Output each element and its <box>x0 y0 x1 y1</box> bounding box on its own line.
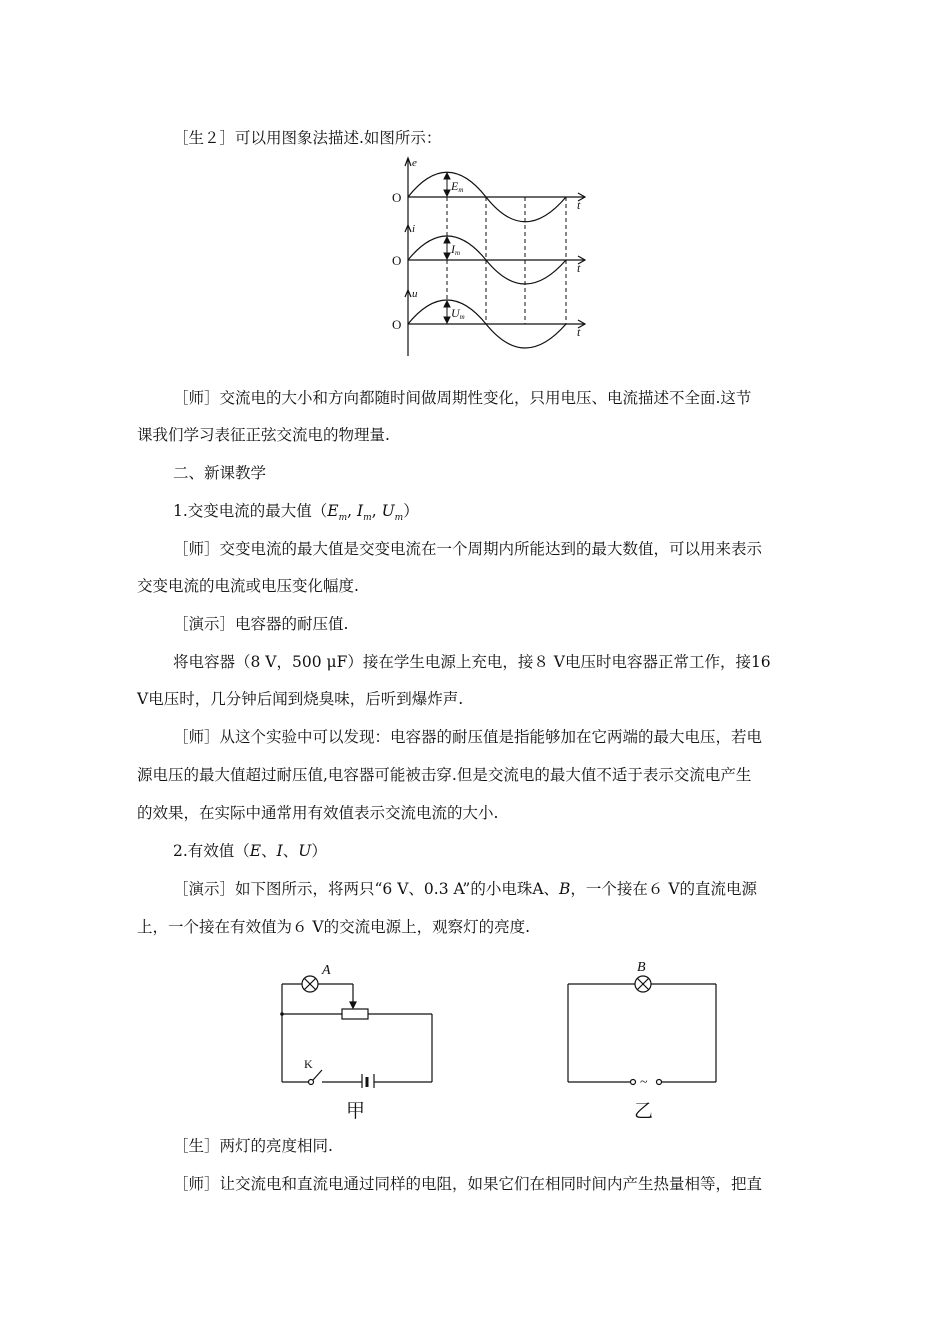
caption-right: 乙 <box>634 1100 654 1122</box>
switch-k-label: K <box>304 1057 313 1071</box>
rheostat-slider-icon <box>350 1002 356 1008</box>
t-label-u: t <box>577 325 581 339</box>
lamp-a-label: A <box>322 963 331 978</box>
ac-terminal-right <box>657 1080 662 1085</box>
subsection-max-value: 1.交变电流的最大值（$E_m$, $I_m$, $U_m$） <box>173 502 419 524</box>
text-line-3: 课我们学习表征正弦交流电的物理量. <box>137 426 390 444</box>
t-label-i: t <box>577 261 581 275</box>
text-line-2: ［师］交流电的大小和方向都随时间做周期性变化，只用电压、电流描述不全面.这节 <box>173 389 752 407</box>
text-line-6: ［师］交变电流的最大值是交变电流在一个周期内所能达到的最大数值，可以用来表示 <box>173 540 763 558</box>
amp-label-u: Um <box>451 306 465 321</box>
amp-label-e: Em <box>451 179 464 194</box>
text-line-9: 将电容器（8 V，500 μF）接在学生电源上充电，接８ V电压时电容器正常工作，接16 <box>173 653 771 671</box>
ac-terminal-left <box>631 1080 636 1085</box>
circuit-diagram-dc <box>270 958 450 1088</box>
origin-label-e: O <box>392 190 402 205</box>
text-line-15: ［演示］如下图所示，将两只“6 V、0.3 A”的小电珠A、B，一个接在６ V的直流电源 <box>173 880 758 898</box>
text-line-1: ［生２］可以用图象法描述.如图所示： <box>173 129 442 147</box>
amp-label-i: Im <box>451 242 461 257</box>
section-heading: 二、新课教学 <box>173 464 267 482</box>
circuit-diagram-ac <box>560 958 730 1088</box>
junction-dot <box>280 1012 284 1016</box>
text-line-16: 上，一个接在有效值为６ V的交流电源上，观察灯的亮度. <box>137 918 531 936</box>
rheostat-icon <box>342 1009 368 1019</box>
switch-k-icon <box>309 1080 314 1085</box>
amp-arrow-e-top <box>444 173 450 179</box>
waveform-figure <box>380 152 600 362</box>
text-line-11: ［师］从这个实验中可以发现：电容器的耐压值是指能够加在它两端的最大电压，若电 <box>173 728 763 746</box>
axis-label-i: i <box>412 223 416 235</box>
amp-arrow-u-top <box>444 301 450 307</box>
text-line-10: V电压时，几分钟后闻到烧臭味，后听到爆炸声. <box>137 690 464 708</box>
origin-label-u: O <box>392 317 402 332</box>
lamp-b-label: B <box>637 960 646 975</box>
subsection-effective-value: 2.有效值（E、I、U） <box>173 842 327 860</box>
amp-arrow-e-bot <box>444 190 450 196</box>
amp-arrow-i-bot <box>444 253 450 259</box>
text-line-18: ［师］让交流电和直流电通过同样的电阻，如果它们在相同时间内产生热量相等，把直 <box>173 1175 763 1193</box>
origin-label-i: O <box>392 253 402 268</box>
amp-arrow-u-bot <box>444 317 450 323</box>
t-label-e: t <box>577 198 581 212</box>
axis-label-e: e <box>412 157 417 169</box>
ac-source-symbol: ~ <box>640 1075 648 1088</box>
axis-label-u: u <box>412 288 418 300</box>
text-line-12: 源电压的最大值超过耐压值,电容器可能被击穿.但是交流电的最大值不适于表示交流电产生 <box>137 766 752 784</box>
caption-left: 甲 <box>346 1100 366 1122</box>
amp-arrow-i-top <box>444 237 450 243</box>
text-line-13: 的效果，在实际中通常用有效值表示交流电流的大小. <box>137 804 499 822</box>
text-line-17: ［生］两灯的亮度相同. <box>173 1137 333 1155</box>
text-line-7: 交变电流的电流或电压变化幅度. <box>137 577 359 595</box>
text-line-8: ［演示］电容器的耐压值. <box>173 615 349 633</box>
